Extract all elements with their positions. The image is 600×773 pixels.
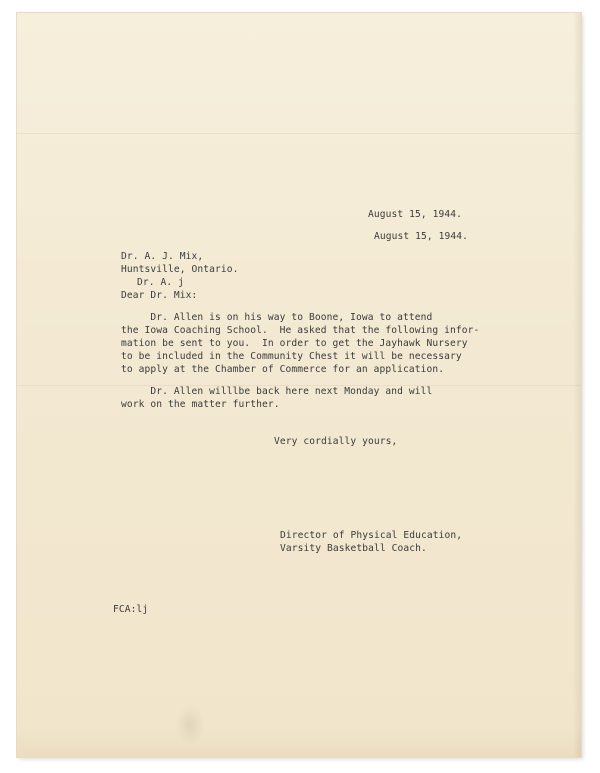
typist-initials: FCA:lj (113, 604, 149, 615)
body-line: mation be sent to you. In order to get the Jayhawk Nursery (121, 338, 468, 349)
signature-title: Director of Physical Education, (280, 530, 463, 541)
body-line: Dr. Allen is on his way to Boone, Iowa to attend (121, 312, 433, 323)
body-line: to be included in the Community Chest it will be necessary (121, 351, 462, 362)
body-line: the Iowa Coaching School. He asked that the following infor- (121, 325, 480, 336)
letter-date-duplicate: August 15, 1944. (374, 231, 469, 242)
body-line: work on the matter further. (121, 399, 280, 410)
salutation: Dear Dr. Mix: (121, 290, 198, 301)
letter-date: August 15, 1944. (368, 209, 463, 220)
recipient-name: Dr. A. J. Mix, (121, 251, 204, 262)
body-line: to apply at the Chamber of Commerce for an application. (121, 364, 445, 375)
closing: Very cordially yours, (274, 436, 398, 447)
paper-fold-line (17, 133, 581, 134)
recipient-city: Huntsville, Ontario. (121, 264, 239, 275)
signature-title: Varsity Basketball Coach. (280, 543, 427, 554)
body-line: Dr. Allen willlbe back here next Monday and will (121, 386, 433, 397)
recipient-name-partial: Dr. A. j (137, 277, 185, 288)
paper-smudge (175, 705, 205, 745)
